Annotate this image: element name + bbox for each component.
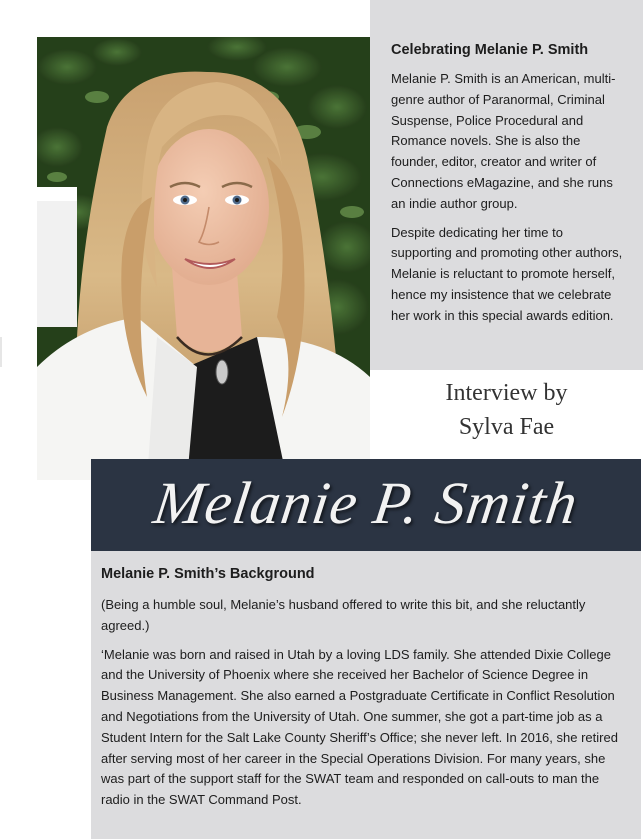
background-heading: Melanie P. Smith’s Background <box>101 566 315 582</box>
celebration-heading: Celebrating Melanie P. Smith <box>391 42 589 58</box>
author-name-title: Melanie P. Smith <box>149 470 583 536</box>
interviewer-name: Sylva Fae <box>458 414 555 440</box>
celebration-paragraph: Melanie P. Smith is an American, multi-genre author of Paranormal, Criminal Suspense, Police Procedural and Romance novels. She is also the founder, editor, creator and writer of Connections eMagazine, and she runs an indie author group. <box>391 71 616 211</box>
interview-credit <box>370 376 643 444</box>
page-edge-divider <box>0 337 2 367</box>
name-banner <box>91 459 641 551</box>
background-paragraph: (Being a humble soul, Melanie’s husband offered to write this bit, and she reluctantly agreed.) <box>101 597 586 633</box>
celebration-paragraph: Despite dedicating her time to supporting and promoting other authors, Melanie is reluctant to promote herself, hence my insistence that we celebrate her work in this special awards edition. <box>391 224 623 323</box>
celebration-panel <box>370 0 643 370</box>
background-panel <box>91 551 641 839</box>
background-paragraph: ‘Melanie was born and raised in Utah by a loving LDS family. She attended Dixie College and the University of Phoenix where she received her Bachelor of Science Degree in Business Management. She also earned a Postgraduate Certificate in Conflict Resolution and Negotiations from the University of Utah. One summer, she got a part-time job as a Student Intern for the Salt Lake County Sheriff’s Office; she never left. In 2016, she retired after serving most of her career in the Special Operations Division. For many years, she was part of the support staff for the SWAT team and responded on call-outs to man the radio in the SWAT Command Post. <box>101 646 618 808</box>
interview-label: Interview by <box>445 380 568 406</box>
author-photo <box>37 37 370 480</box>
